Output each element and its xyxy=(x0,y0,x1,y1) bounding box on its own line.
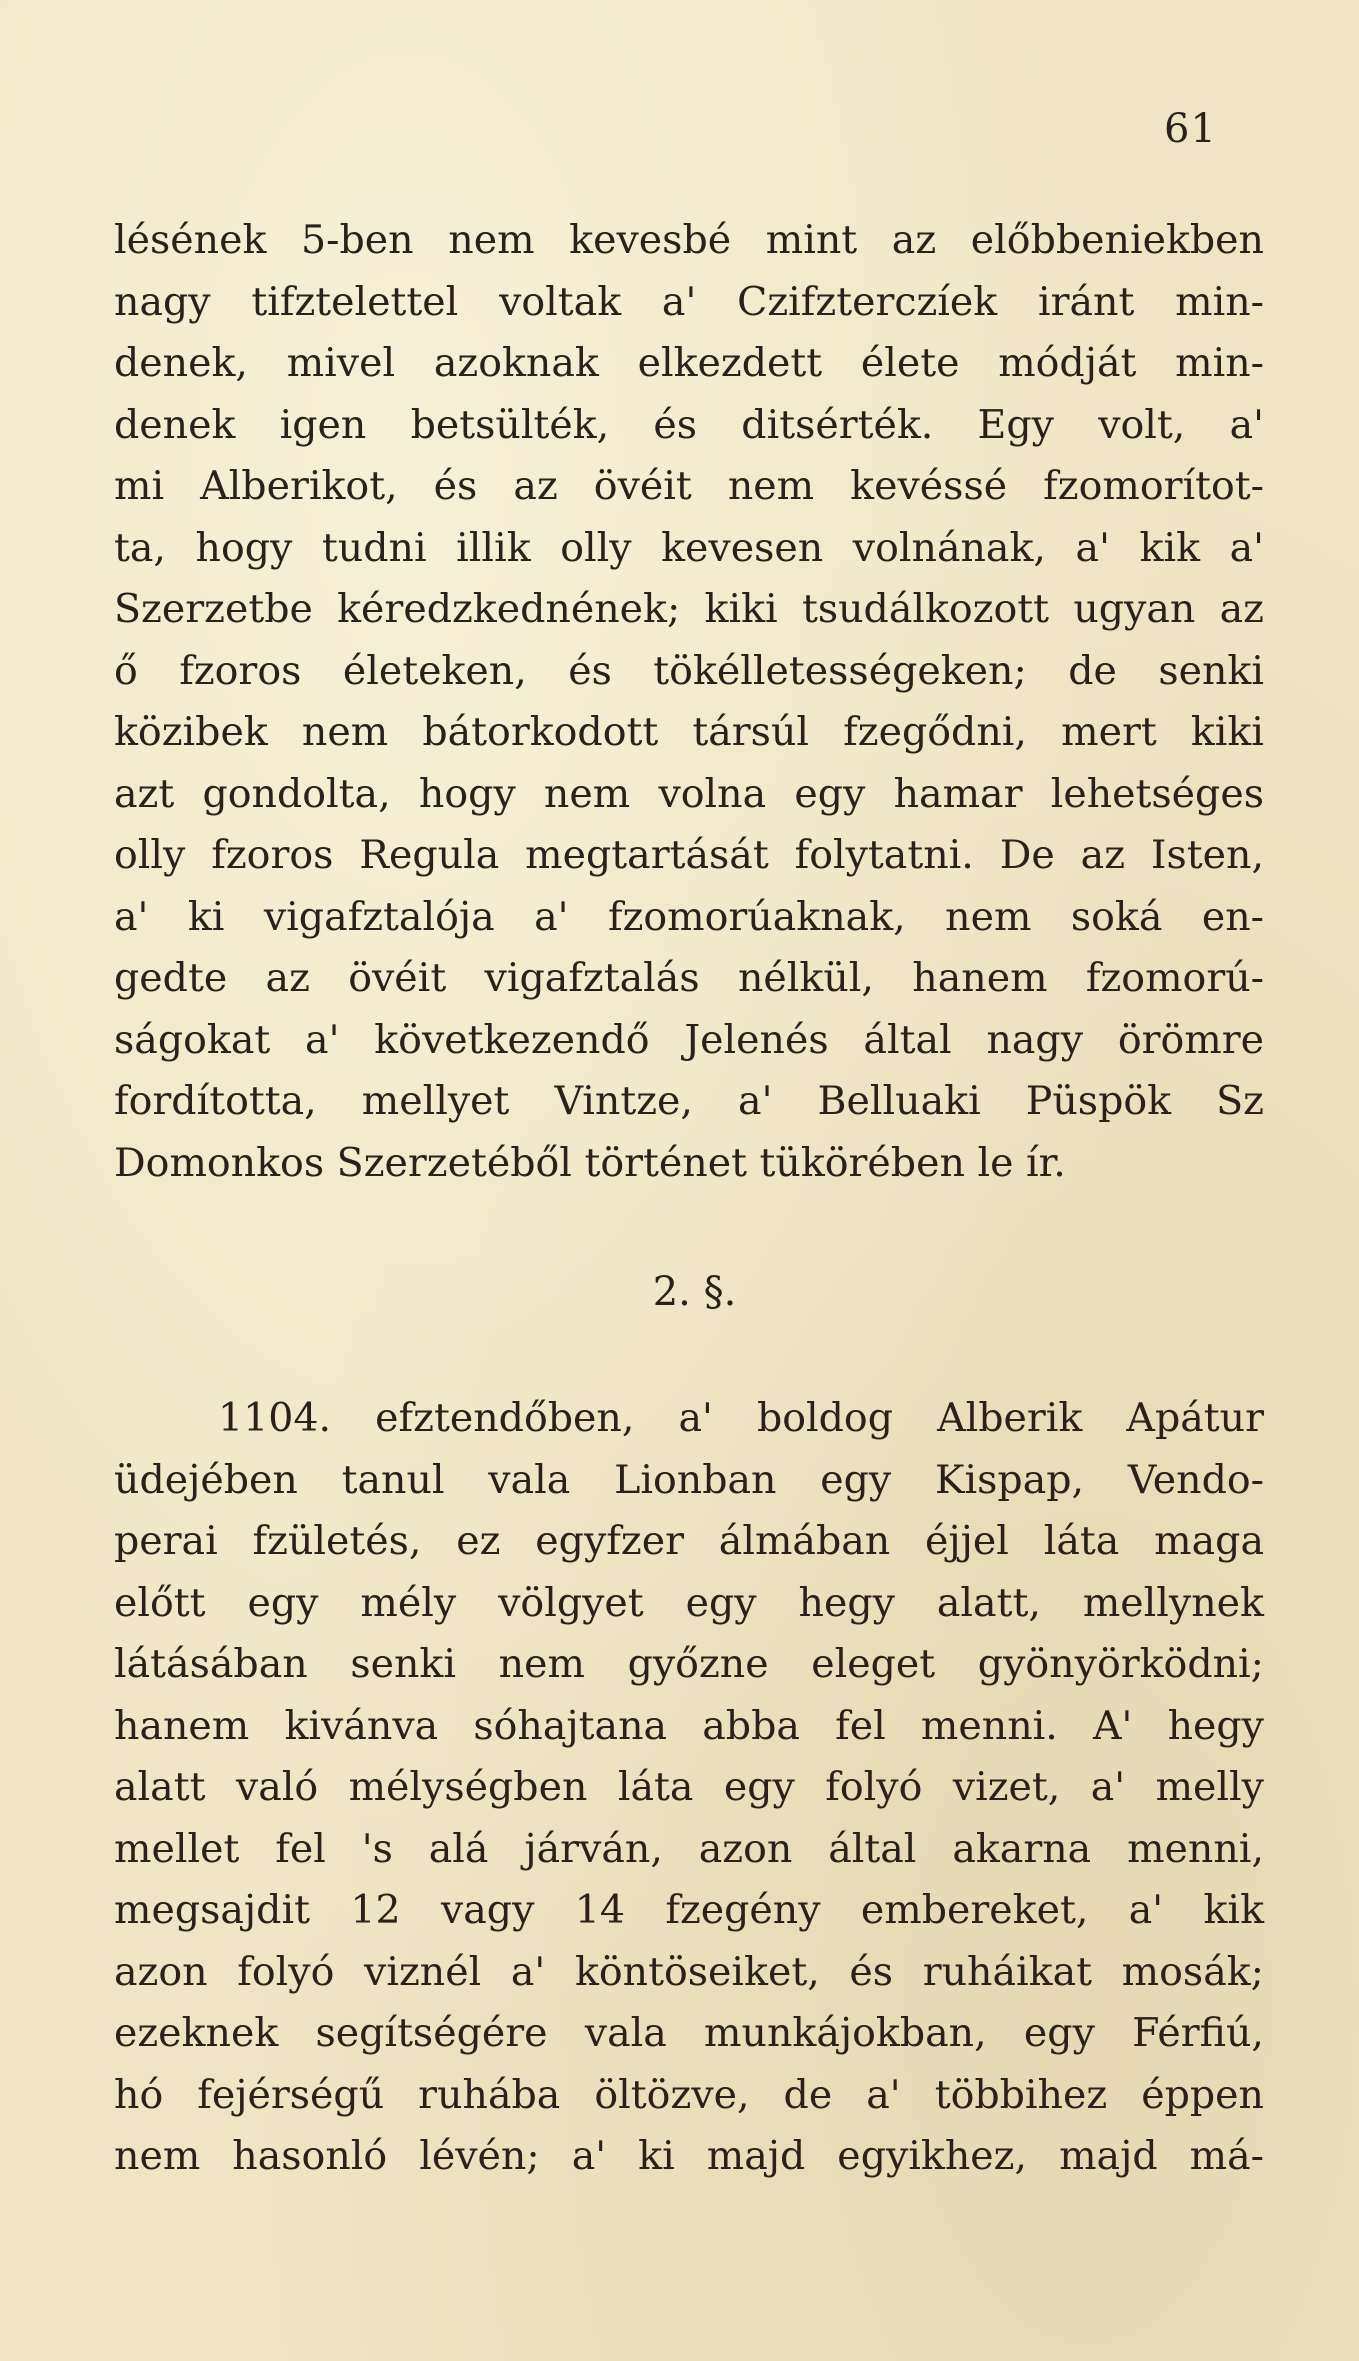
text-line: 1104. efztendőben, a' boldog Alberik Apátur xyxy=(218,1395,1264,1441)
text-line: fordította, mellyet Vintze, a' Belluaki Püspök Sz xyxy=(114,1078,1264,1124)
text-line: denek igen betsülték, és ditsérték. Egy volt, a' xyxy=(114,401,1264,448)
text-line: ezeknek segítségére vala munkájokban, egy Férfiú, xyxy=(114,2010,1264,2056)
section-heading-text: 2. §. xyxy=(652,1269,737,1315)
text-line: a' ki vigafztalója a' fzomorúaknak, nem soká en- xyxy=(114,893,1264,940)
text-line: ta, hogy tudni illik olly kevesen volnának, a' kik a' xyxy=(114,524,1264,571)
text-line: hanem kivánva sóhajtana abba fel menni. A' hegy xyxy=(114,1702,1264,1749)
text-line: olly fzoros Regula megtartását folytatni. De az Isten, xyxy=(114,832,1264,878)
text-line: mellet fel 's alá járván, azon által akarna menni, xyxy=(114,1825,1264,1872)
text-line: nem hasonló lévén; a' ki majd egyikhez, majd má- xyxy=(114,2133,1264,2179)
text-line: azt gondolta, hogy nem volna egy hamar lehetséges xyxy=(114,770,1264,817)
text-line: ságokat a' következendő Jelenés által nagy örömre xyxy=(114,1016,1264,1063)
text-line: alatt való mélységben láta egy folyó vizet, a' melly xyxy=(114,1764,1264,1810)
text-line: előtt egy mély völgyet egy hegy alatt, mellynek xyxy=(114,1579,1264,1626)
page-number: 61 xyxy=(1164,106,1217,152)
text-line: hó fejérségű ruhába öltözve, de a' többihez éppen xyxy=(114,2071,1264,2118)
section-heading xyxy=(0,1266,1359,1318)
text-line: üdejében tanul vala Lionban egy Kispap, Vendo- xyxy=(114,1456,1264,1503)
text-line: denek, mivel azoknak elkezdett élete módját min- xyxy=(114,340,1264,386)
text-line: közibek nem bátorkodott társúl fzegődni, mert kiki xyxy=(114,709,1264,755)
text-line: nagy tifztelettel voltak a' Czifzterczíek iránt min- xyxy=(114,278,1264,325)
text-line: azon folyó viznél a' köntöseiket, és ruháikat mosák; xyxy=(114,1948,1264,1995)
text-line: mi Alberikot, és az övéit nem kevéssé fzomorítot- xyxy=(114,463,1264,509)
text-line: perai fzületés, ez egyfzer álmában éjjel láta maga xyxy=(114,1518,1264,1564)
text-line: Szerzetbe kéredzkednének; kiki tsudálkozott ugyan az xyxy=(114,586,1264,632)
text-line: gedte az övéit vigafztalás nélkül, hanem fzomorú- xyxy=(114,955,1264,1001)
text-line: megsajdit 12 vagy 14 fzegény embereket, a' kik xyxy=(114,1887,1264,1933)
paragraph-1 xyxy=(114,210,1264,1194)
text-line: Domonkos Szerzetéből történet tükörében le ír. xyxy=(114,1139,1066,1186)
text-line: lésének 5-ben nem kevesbé mint az előbbeniekben xyxy=(114,217,1264,263)
paragraph-2 xyxy=(114,1388,1264,2188)
text-line: ő fzoros életeken, és tökélletességeken; de senki xyxy=(114,647,1264,694)
text-line: látásában senki nem győzne eleget gyönyörködni; xyxy=(114,1641,1264,1687)
